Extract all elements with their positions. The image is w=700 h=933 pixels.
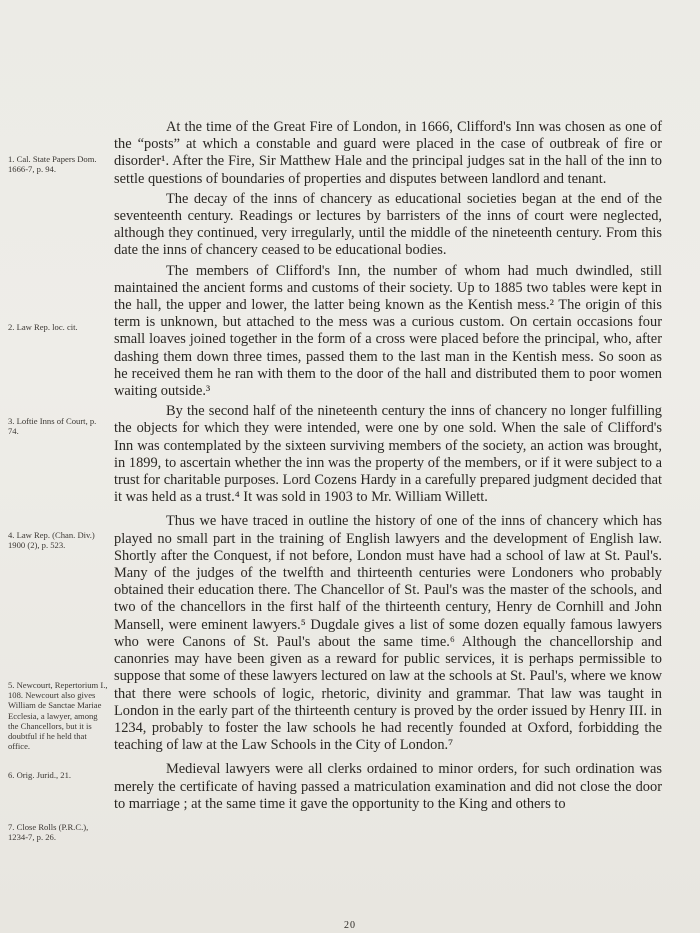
page-number: 20 [344, 920, 356, 931]
sidenote-6: 6. Orig. Jurid., 21. [8, 770, 72, 780]
sidenote-3: 3. Loftie Inns of Court, p. 74. [8, 416, 97, 437]
paragraph-3: The members of Clifford's Inn, the number of whom had much dwindled, still maintained the ancient forms and customs of their society. Up to 1885 two tables were kept in the hall, the upper and lower, the latter being known as the Kentish mess.² The origin of this term is unknown, but attached to the mess was a curious custom. On certain occasions four small loaves joined together in the form of a cross were placed before the principal, who, after dashing them down three times, passed them to the last man in the Kentish mess. So soon as he received them he ran with them to the door of the hall and distributed them to poor women waiting outside.³ [114, 262, 662, 400]
paragraph-5: Thus we have traced in outline the history of one of the inns of chancery which has played no small part in the training of English lawyers and the development of English law. Shortly after the Conquest, if not before, London must have had a school of law at St. Paul's. Many of the judges of the twelfth and thirteenth centuries were Londoners who probably obtained their education there. The Chancellor of St. Paul's was the master of the schools, and two of the chancellors in the first half of the thirteenth century, Henry de Cornhill and John Mansell, were eminent lawyers.⁵ Dugdale gives a list of some dozen equally famous lawyers who were Canons of St. Paul's about the same time.⁶ Although the chancellorship and canonries may have been given as a reward for public services, it is perhaps permissible to suppose that some of these lawyers lectured on law at the schools at St. Paul's, where we know that there were schools of logic, rhetoric, divinity and grammar. That law was taught in London in the early part of the thirteenth century is proved by the order issued by Henry III. in 1234, probably to foster the law schools he had recently founded at Oxford, forbidding the teaching of law at the Law Schools in the City of London.⁷ [114, 513, 662, 754]
sidenote-4: 4. Law Rep. (Chan. Div.) 1900 (2), p. 523. [8, 530, 95, 551]
sidenote-2: 2. Law Rep. loc. cit. [8, 322, 78, 332]
paragraph-2: The decay of the inns of chancery as educational societies began at the end of the seventeenth century. Readings or lectures by barristers of the inns of court were neglected, although they continued, very irregularly, until the middle of the nineteenth century. From this date the inns of chancery ceased to be educational bodies. [114, 190, 662, 259]
paragraph-1: At the time of the Great Fire of London, in 1666, Clifford's Inn was chosen as one of the “posts” at which a constable and guard were placed in the case of outbreak of fire or disorder¹. After the Fire, Sir Matthew Hale and the principal judges sat in the hall of the inn to settle questions of boundaries of properties and disputes between landlord and tenant. [114, 119, 662, 187]
sidenote-5: 5. Newcourt, Repertorium I., 108. Newcourt also gives William de Sanctae Mariae Ecclesia, a lawyer, among the Chancellors, but it is doubtful if he held that office. [8, 680, 108, 752]
sidenote-7: 7. Close Rolls (P.R.C.), 1234-7, p. 26. [8, 822, 89, 843]
main-text [114, 119, 662, 820]
paragraph-6: Medieval lawyers were all clerks ordained to minor orders, for such ordination was merely the certificate of having passed a matriculation examination and did not close the door to marriage ; at the same time it gave the opportunity to the King and others to [114, 761, 662, 812]
sidenote-1: 1. Cal. State Papers Dom. 1666-7, p. 94. [8, 154, 97, 175]
paragraph-4: By the second half of the nineteenth century the inns of chancery no longer fulfilling the objects for which they were intended, were one by one sold. When the sale of Clifford's Inn was contemplated by the sixteen surviving members of the society, an action was brought, in 1899, to ascertain whether the inn was the property of the members, or if it were subject to a trust for charitable purposes. Lord Cozens Hardy in a carefully prepared judgment decided that it was held as a trust.⁴ It was sold in 1903 to Mr. William Willett. [114, 403, 662, 506]
